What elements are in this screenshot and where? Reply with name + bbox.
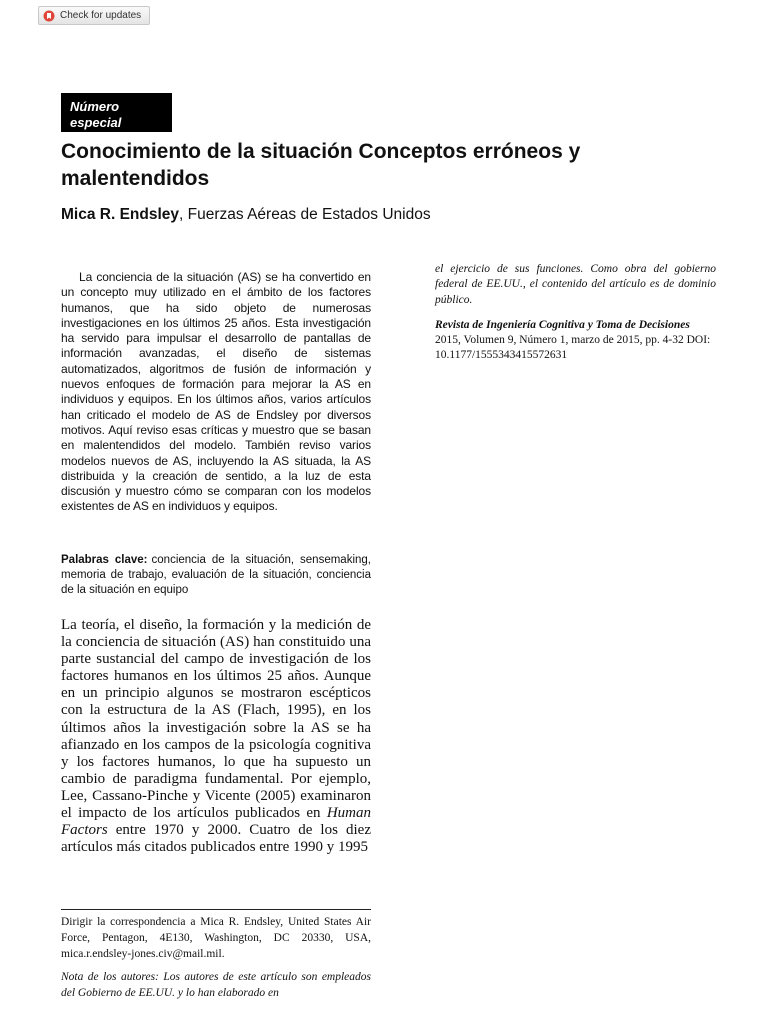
badge-line-2: especial [70, 115, 122, 130]
body-text-part1: La teoría, el diseño, la formación y la medición de la conciencia de situación (AS) han constituido una parte sustancial del campo de investigación de los factores humanos en los últimos 25 años. Aunque en un principio algunos se mostraron escépticos con la estructura de la AS (Flach, 1995), en los últimos años la investigación sobre la AS se ha afianzado en los campos de la psicología cognitiva y los factores humanos, lo que ha supuesto un cambio de paradigma fundamental. Por ejemplo, Lee, Cassano-Pinche y Vicente (2005) examinaron el impacto de los artículos publicados en [61, 617, 371, 822]
footnote-divider [61, 909, 371, 910]
keywords-label: Palabras clave: [61, 554, 148, 566]
byline [61, 205, 711, 225]
journal-reference: Human Factors [61, 805, 371, 839]
keywords-text: conciencia de la situación, sensemaking, memoria de trabajo, evaluación de la situación, conciencia de la situación en equipo [61, 554, 371, 596]
badge-line-1: Número [70, 99, 120, 114]
abstract: La conciencia de la situación (AS) se ha convertido en un concepto muy utilizado en el ámbito de los factores humanos, que ha sido objeto de numerosas investigaciones en los últimos 25 años. Esta investigación ha servido para impulsar el desarrollo de pantallas de información avanzadas, el diseño de sistemas automatizados, algoritmos de fusión de información y nuevos enfoques de formación para mejorar la AS en individuos y equipos. En los últimos años, varios artículos han criticado el modelo de AS de Endsley por diversos motivos. Aquí reviso esas críticas y muestro que se basan en malentendidos del modelo. También reviso varios modelos nuevos de AS, incluyendo la AS situada, la AS distribuida y la creación de sentido, a la luz de esta discusión y muestro cómo se comparan con los modelos existentes de AS en individuos y equipos. [61, 270, 371, 514]
body-text-part2: entre 1970 y 2000. Cuatro de los diez artículos más citados publicados entre 1990 y 1995 [61, 822, 371, 856]
journal-details: 2015, Volumen 9, Número 1, marzo de 2015, pp. 4-32 DOI: 10.1177/1555343415572631 [435, 334, 711, 361]
correspondence-note: Dirigir la correspondencia a Mica R. Endsley, United States Air Force, Pentagon, 4E130, Washington, DC 20330, USA, mica.r.endsley-jones.civ@mail.mil. [61, 916, 371, 960]
check-for-updates-label: Check for updates [60, 10, 142, 21]
author-affiliation: , Fuerzas Aéreas de Estados Unidos [179, 206, 431, 223]
special-issue-badge [61, 93, 172, 132]
body-paragraph [61, 617, 371, 856]
authors-note: Nota de los autores: Los autores de este artículo son empleados del Gobierno de EE.UU. y lo han elaborado en [61, 971, 371, 999]
journal-info [435, 318, 716, 363]
author-name: Mica R. Endsley [61, 206, 180, 223]
article-title: Conocimiento de la situación Conceptos erróneos y malentendidos [61, 140, 581, 190]
authors-note-continued: el ejercicio de sus funciones. Como obra del gobierno federal de EE.UU., el contenido del artículo es de dominio público. [435, 263, 716, 306]
check-for-updates-button[interactable] [38, 6, 150, 25]
bookmark-refresh-icon [43, 10, 55, 22]
journal-name: Revista de Ingeniería Cognitiva y Toma de Decisiones [435, 319, 690, 331]
keywords [61, 553, 371, 598]
